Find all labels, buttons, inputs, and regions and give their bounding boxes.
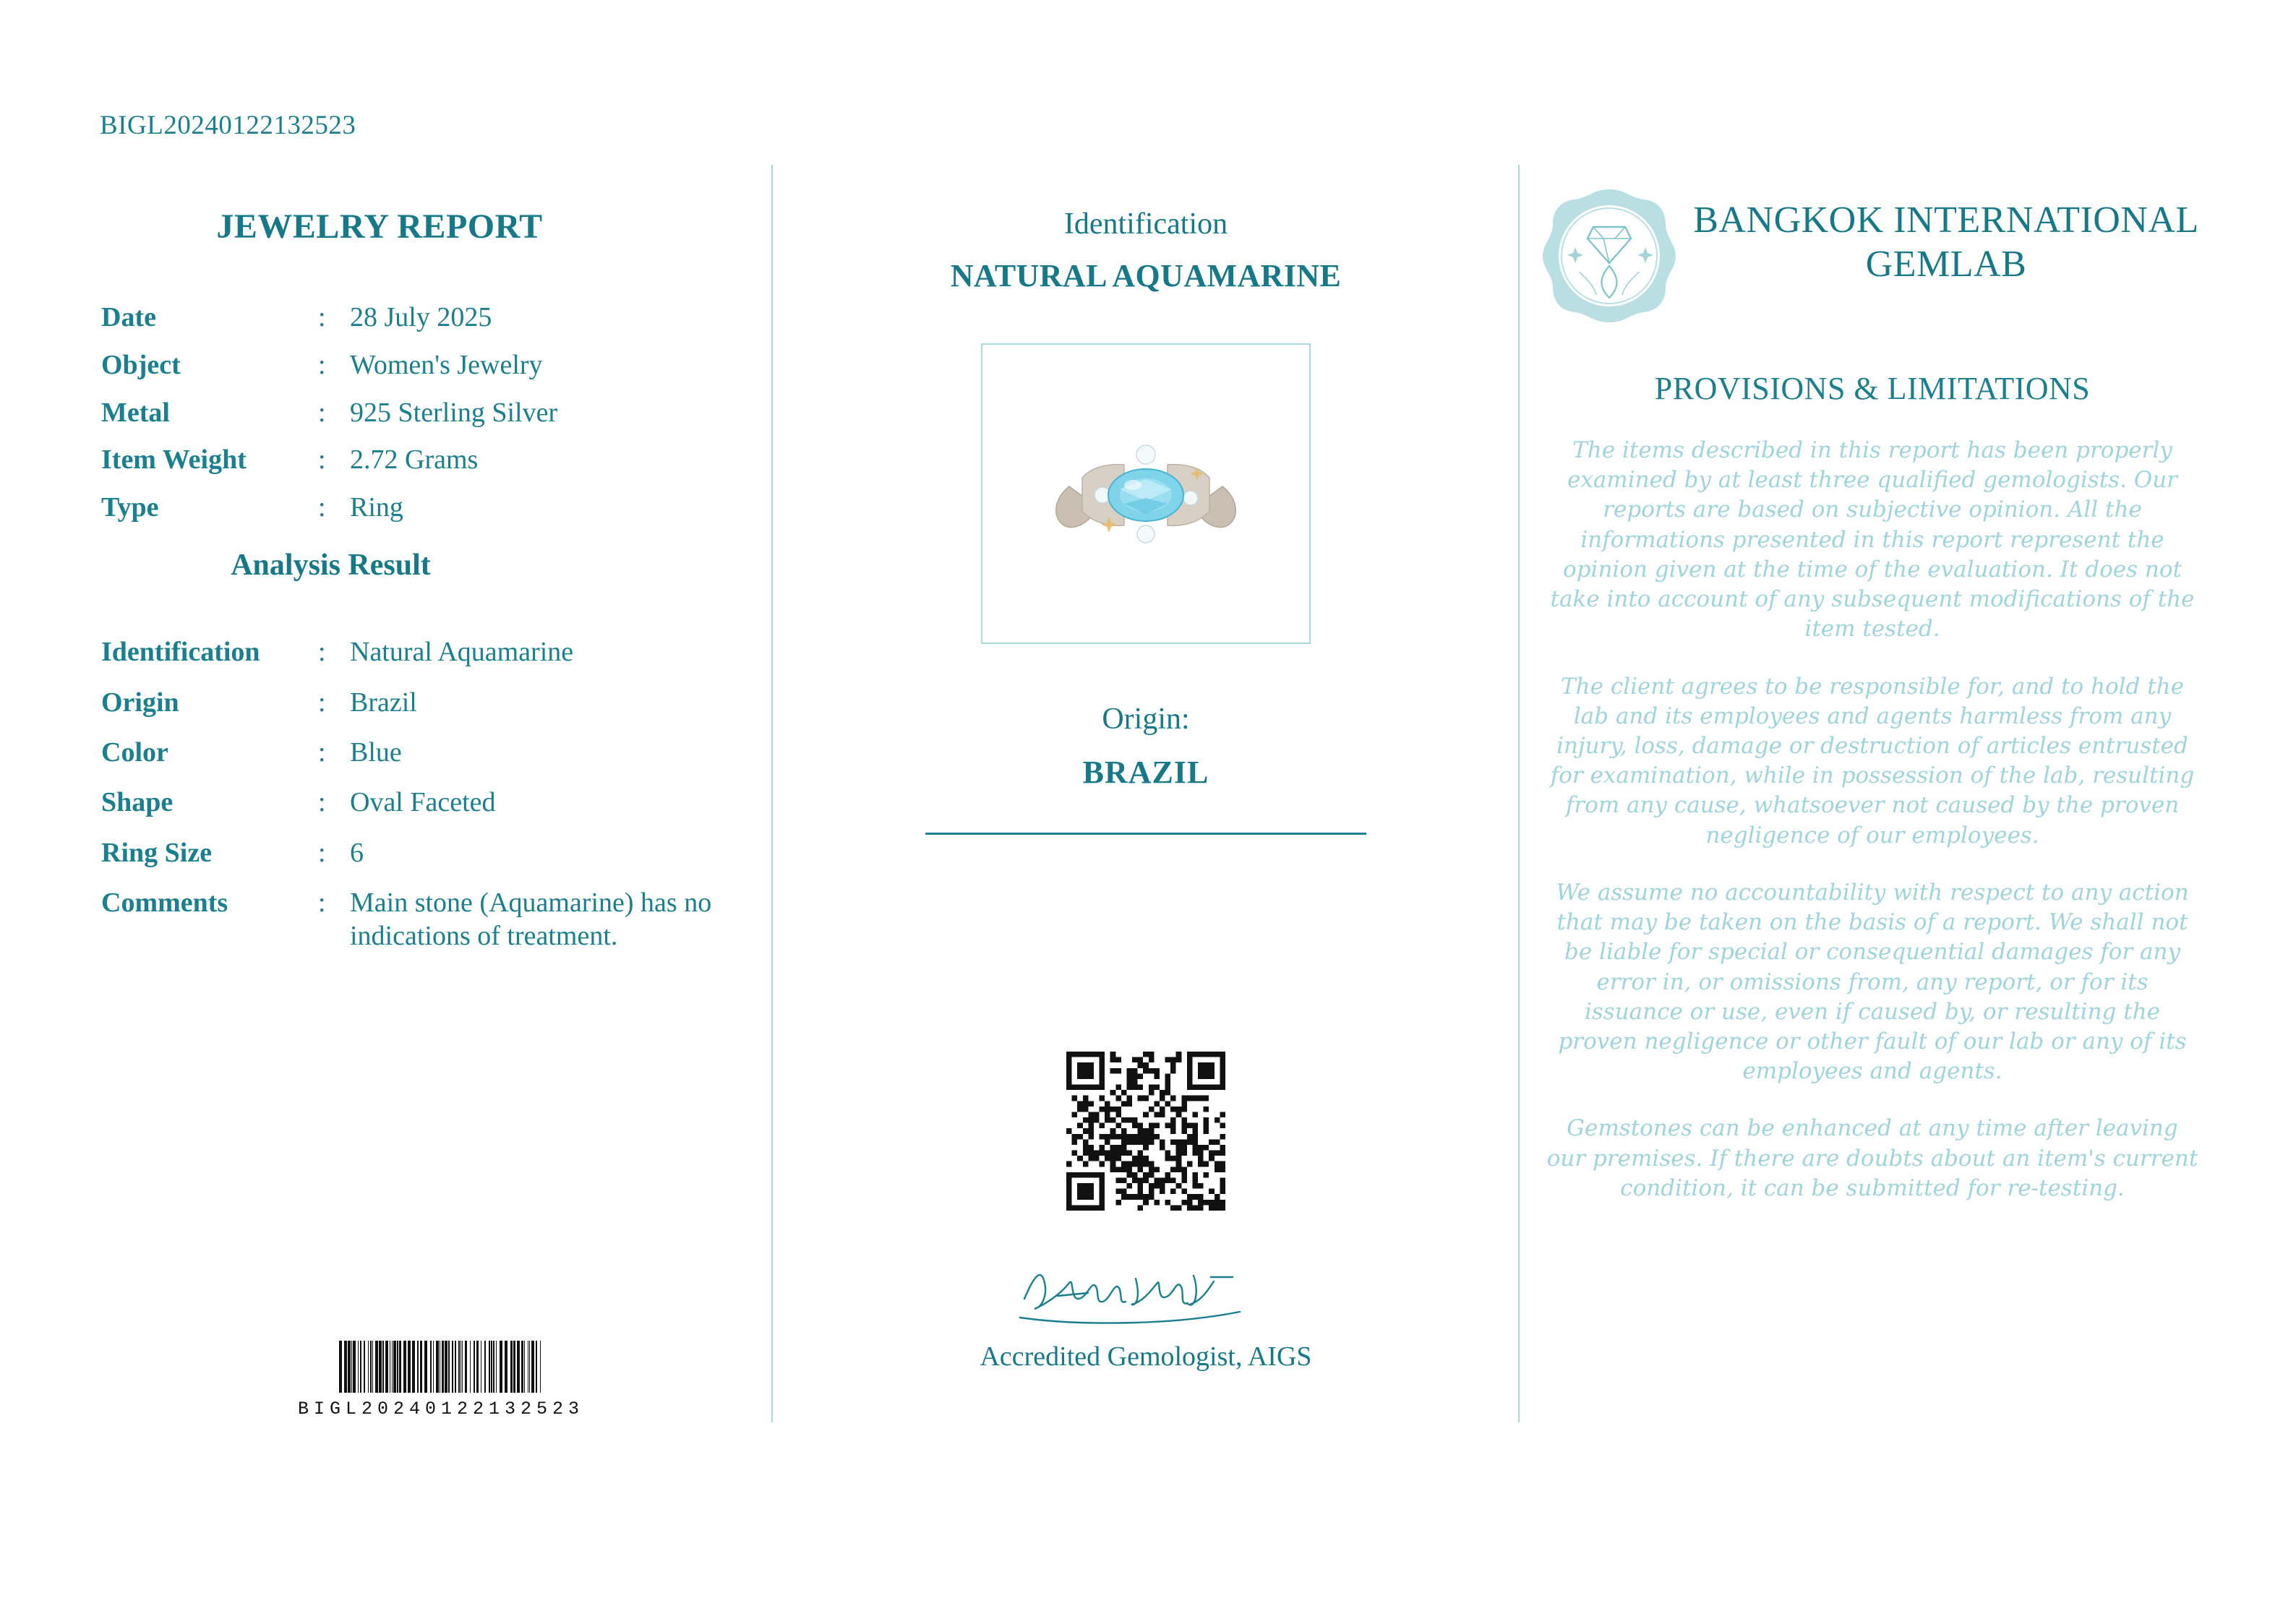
gemlab-logo-icon <box>1538 185 1680 327</box>
origin-value: BRAZIL <box>1082 755 1209 790</box>
divider-rule <box>925 833 1366 835</box>
middle-column <box>788 165 1504 1372</box>
column-divider-left <box>771 165 773 1422</box>
provisions-paragraph: Gemstones can be enhanced at any time after leaving our premises. If there are doubts about an item's current condition, it can be submitted for re-testing. <box>1546 1115 2198 1201</box>
row-separator: : <box>318 837 326 868</box>
table-row <box>87 484 759 532</box>
identification-label: Identification <box>1063 207 1228 241</box>
row-value: 2.72 Grams <box>350 444 479 476</box>
row-separator: : <box>318 787 326 818</box>
analysis-result-title: Analysis Result <box>231 549 431 583</box>
barcode-text: BIGL20240122132523 <box>297 1399 585 1419</box>
column-divider-right <box>1518 165 1520 1422</box>
row-separator: : <box>318 687 326 718</box>
row-value: Natural Aquamarine <box>350 637 574 668</box>
logo-graphic <box>1538 185 1680 327</box>
row-key: Object <box>101 349 181 380</box>
row-value: Women's Jewelry <box>350 349 543 380</box>
provisions-paragraph: The client agrees to be responsible for, and to hold the lab and its employees and agents harmless from any injury, loss, damage or destruction of articles entrusted for examination, while in possession of the lab, resulting from any cause, whatsoever not caused by the proven negligence of our employees. <box>1550 673 2195 848</box>
analysis-result-table <box>87 627 759 962</box>
row-separator: : <box>318 637 326 668</box>
provisions-title: PROVISIONS & LIMITATIONS <box>1654 371 2091 406</box>
row-separator: : <box>318 444 326 476</box>
identification-value: NATURAL AQUAMARINE <box>950 258 1342 293</box>
gem-photo-frame <box>981 343 1311 644</box>
row-key: Origin <box>101 687 179 718</box>
signature-caption: Accredited Gemologist, AIGS <box>980 1341 1312 1372</box>
page-title: JEWELRY REPORT <box>216 207 543 246</box>
row-value: Oval Faceted <box>350 787 496 818</box>
table-row <box>87 778 759 828</box>
row-key: Ring Size <box>101 837 213 868</box>
row-separator: : <box>318 349 326 380</box>
row-separator: : <box>318 397 326 428</box>
barcode <box>210 1341 672 1419</box>
row-value: 925 Sterling Silver <box>350 397 558 428</box>
right-column <box>1533 165 2212 1203</box>
row-key: Comments <box>101 887 228 918</box>
table-row <box>87 678 759 728</box>
origin-label: Origin: <box>1102 703 1190 736</box>
row-key: Shape <box>101 787 174 818</box>
row-separator: : <box>318 492 326 523</box>
row-key: Date <box>101 302 156 332</box>
row-key: Metal <box>101 397 170 428</box>
table-row <box>87 342 759 390</box>
qr-code-image <box>1066 1052 1225 1211</box>
table-row <box>87 437 759 484</box>
brand-header <box>1533 185 2212 327</box>
row-separator: : <box>318 736 326 768</box>
barcode-bars <box>210 1341 672 1393</box>
ring-photo <box>982 345 1309 643</box>
qr-code[interactable] <box>1066 1052 1225 1211</box>
brand-name: BANGKOK INTERNATIONAL GEMLAB <box>1693 199 2199 285</box>
provisions-paragraph: We assume no accountability with respect to any action that may be taken on the basis of a report. We shall not be liable for special or consequential damages for any error in, or omissions from, any report, or for its issuance or use, even if caused by, or resulting the proven negligence or other fault of our lab or any of its employees and agents. <box>1556 879 2189 1085</box>
left-column <box>87 165 759 962</box>
table-row <box>87 294 759 342</box>
report-number: BIGL20240122132523 <box>100 111 356 140</box>
signature <box>994 1254 1298 1333</box>
row-value: 6 <box>350 837 364 868</box>
row-separator: : <box>318 887 326 918</box>
item-info-table <box>87 294 759 532</box>
row-value: Brazil <box>350 687 417 718</box>
row-value: Main stone (Aquamarine) has no indications of treatment. <box>350 887 712 952</box>
row-separator: : <box>318 302 326 332</box>
row-value: Blue <box>350 736 402 768</box>
row-value: 28 July 2025 <box>350 302 492 332</box>
row-key: Item Weight <box>101 444 247 476</box>
table-row <box>87 390 759 437</box>
row-key: Identification <box>101 637 260 668</box>
row-value: Ring <box>350 492 403 523</box>
table-row <box>87 728 759 778</box>
table-row <box>87 627 759 677</box>
row-key: Color <box>101 736 168 768</box>
row-key: Type <box>101 492 159 523</box>
signature-scribble <box>994 1254 1298 1333</box>
provisions-paragraph: The items described in this report has been properly examined by at least three qualified gemologists. Our reports are based on subjective opinion. All the informations presented in this report represent the opinion given at the time of the evaluation. It does not take into account of any subsequent modifications of the item tested. <box>1550 437 2195 643</box>
table-row <box>87 828 759 878</box>
table-row <box>87 878 759 962</box>
